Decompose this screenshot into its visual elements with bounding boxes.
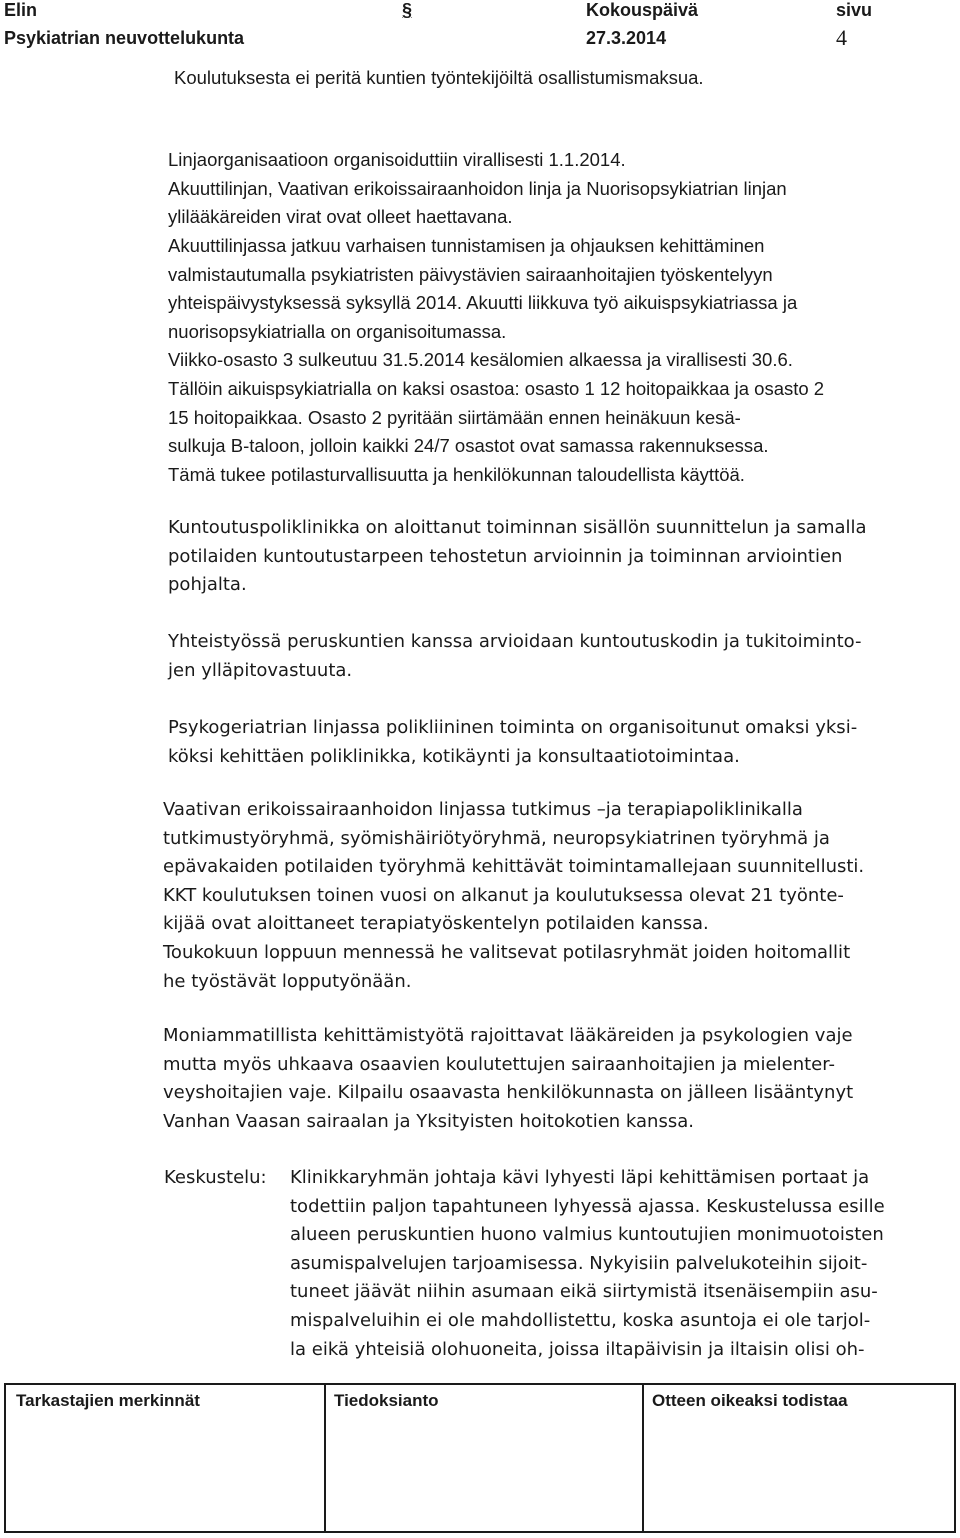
text-line: kijää ovat aloittaneet terapiatyöskentelyn potilaiden kanssa. [163, 913, 709, 935]
text-line: veyshoitajien vaje. Kilpailu osaavasta henkilökunnasta on jälleen lisääntynyt [163, 1082, 854, 1104]
text-line: Yhteistyössä peruskuntien kanssa arvioidaan kuntoutuskodin ja tukitoiminto- [168, 631, 862, 652]
text-line: Psykogeriatrian linjassa polikliininen toiminta on organisoitunut omaksi yksi- [168, 717, 858, 738]
text-line: köksi kehittäen poliklinikka, kotikäynti ja konsultaatiotoimintaa. [168, 745, 740, 767]
text-line: Tämä tukee potilasturvallisuutta ja henkilökunnan taloudellista käyttöä. [168, 463, 745, 485]
text-line: ylilääkäreiden virat ovat olleet haettavana. [168, 206, 513, 228]
text-line: Akuuttilinjassa jatkuu varhaisen tunnistamisen ja ohjauksen kehittäminen [168, 235, 765, 256]
text-line: nuorisopsykiatrialla on organisoitumassa. [168, 320, 507, 342]
text-line: Linjaorganisaatioon organisoiduttiin virallisesti 1.1.2014. [168, 149, 626, 170]
text-line: potilaiden kuntoutustarpeen tehostetun arvioinnin ja toiminnan arviointien [168, 545, 843, 567]
header-organ-value: Psykiatrian neuvottelukunta [4, 28, 245, 48]
text-line: sulkuja B-taloon, jolloin kaikki 24/7 osastot ovat samassa rakennuksessa. [168, 435, 769, 457]
text-line: Akuuttilinjan, Vaativan erikoissairaanhoidon linja ja Nuorisopsykiatrian linjan [168, 177, 787, 199]
paragraph-psychogeriatrics [168, 714, 958, 771]
text-line: la eikä yhteisiä olohuoneita, joissa iltapäivisin ja iltaisin olisi oh- [290, 1338, 865, 1360]
footer-signature-table [4, 1383, 956, 1533]
paragraph-rehab-clinic [168, 514, 958, 600]
paragraph-training-fee [174, 64, 960, 93]
text-line: KKT koulutuksen toinen vuosi on alkanut ja koulutuksessa olevat 21 työnte- [163, 884, 844, 906]
text-line: Vaativan erikoissairaanhoidon linjassa tutkimus –ja terapiapoliklinikalla [163, 799, 803, 820]
footer-label-certification: Otteen oikeaksi todistaa [652, 1391, 848, 1410]
text-line: Vanhan Vaasan sairaalan ja Yksityisten hoitokotien kanssa. [163, 1110, 694, 1132]
text-line: Tällöin aikuispsykiatrialla on kaksi osastoa: osasto 1 12 hoitopaikkaa ja osasto 2 [168, 377, 825, 399]
paragraph-line-organisation [168, 146, 958, 232]
paragraph-specialised-care [163, 796, 953, 996]
text-line: 15 hoitopaikkaa. Osasto 2 pyritään siirtämään ennen heinäkuun kesä- [168, 406, 741, 428]
text-line: Klinikkaryhmän johtaja kävi lyhyesti läpi kehittämisen portaat ja [290, 1167, 870, 1188]
text-line: alueen peruskuntien huono valmius kuntoutujien monimuotoisten [290, 1224, 884, 1246]
paragraph-cooperation [168, 628, 958, 685]
text-line: he työstävät lopputyönään. [163, 970, 412, 992]
header-page-label: sivu [836, 0, 873, 20]
header-section-symbol: § [402, 0, 413, 20]
text-line: Toukokuun loppuun mennessä he valitsevat potilasryhmät joiden hoitomallit [163, 941, 851, 963]
discussion-text [290, 1164, 956, 1364]
text-line: mispalveluihin ei ole mahdollistettu, koska asuntoja ei ole tarjol- [290, 1309, 871, 1331]
discussion-label: Keskustelu: [164, 1167, 267, 1188]
text-line: yhteispäivystyksessä syksyllä 2014. Akuutti liikkuva työ aikuispsykiatriassa ja [168, 292, 798, 314]
text-line: mutta myös uhkaava osaavien koulutettujen sairaanhoitajien ja mielenter- [163, 1053, 835, 1075]
text-line: epävakaiden potilaiden työryhmä kehittävät toimintamallejaan suunnitellusti. [163, 856, 865, 878]
text-line: Viikko-osasto 3 sulkeutuu 31.5.2014 kesälomien alkaessa ja virallisesti 30.6. [168, 349, 793, 371]
header-organ-label: Elin [4, 0, 38, 20]
text-line: Koulutuksesta ei peritä kuntien työntekijöiltä osallistumismaksua. [174, 67, 704, 88]
text-line: pohjalta. [168, 574, 247, 596]
paragraph-acute-line [168, 232, 958, 489]
footer-cell-notification [324, 1385, 644, 1531]
text-line: jen ylläpitovastuuta. [168, 659, 353, 681]
footer-label-notification: Tiedoksianto [334, 1391, 439, 1410]
paragraph-staffing [163, 1022, 953, 1136]
footer-cell-reviewers [6, 1385, 326, 1531]
text-line: todettiin paljon tapahtuneen lyhyessä ajassa. Keskustelussa esille [290, 1195, 885, 1217]
footer-label-reviewers: Tarkastajien merkinnät [16, 1391, 200, 1410]
text-line: Moniammatillista kehittämistyötä rajoittavat lääkäreiden ja psykologien vaje [163, 1025, 853, 1046]
text-line: valmistautumalla psykiatristen päivystävien sairaanhoitajien työskentelyyn [168, 263, 773, 285]
text-line: Kuntoutuspoliklinikka on aloittanut toiminnan sisällön suunnittelun ja samalla [168, 517, 867, 538]
header-date-label: Kokouspäivä [586, 0, 699, 20]
footer-cell-certification [642, 1385, 954, 1531]
text-line: asumispalvelujen tarjoamisessa. Nykyisiin palvelukoteihin sijoit- [290, 1252, 868, 1274]
text-line: tutkimustyöryhmä, syömishäiriötyöryhmä, neuropsykiatrinen työryhmä ja [163, 827, 830, 849]
header-date-value: 27.3.2014 [586, 28, 667, 48]
text-line: tuneet jäävät niihin asumaan eikä siirtymistä itsenäisempiin asu- [290, 1281, 878, 1303]
header-page-number: 4 [836, 25, 847, 50]
